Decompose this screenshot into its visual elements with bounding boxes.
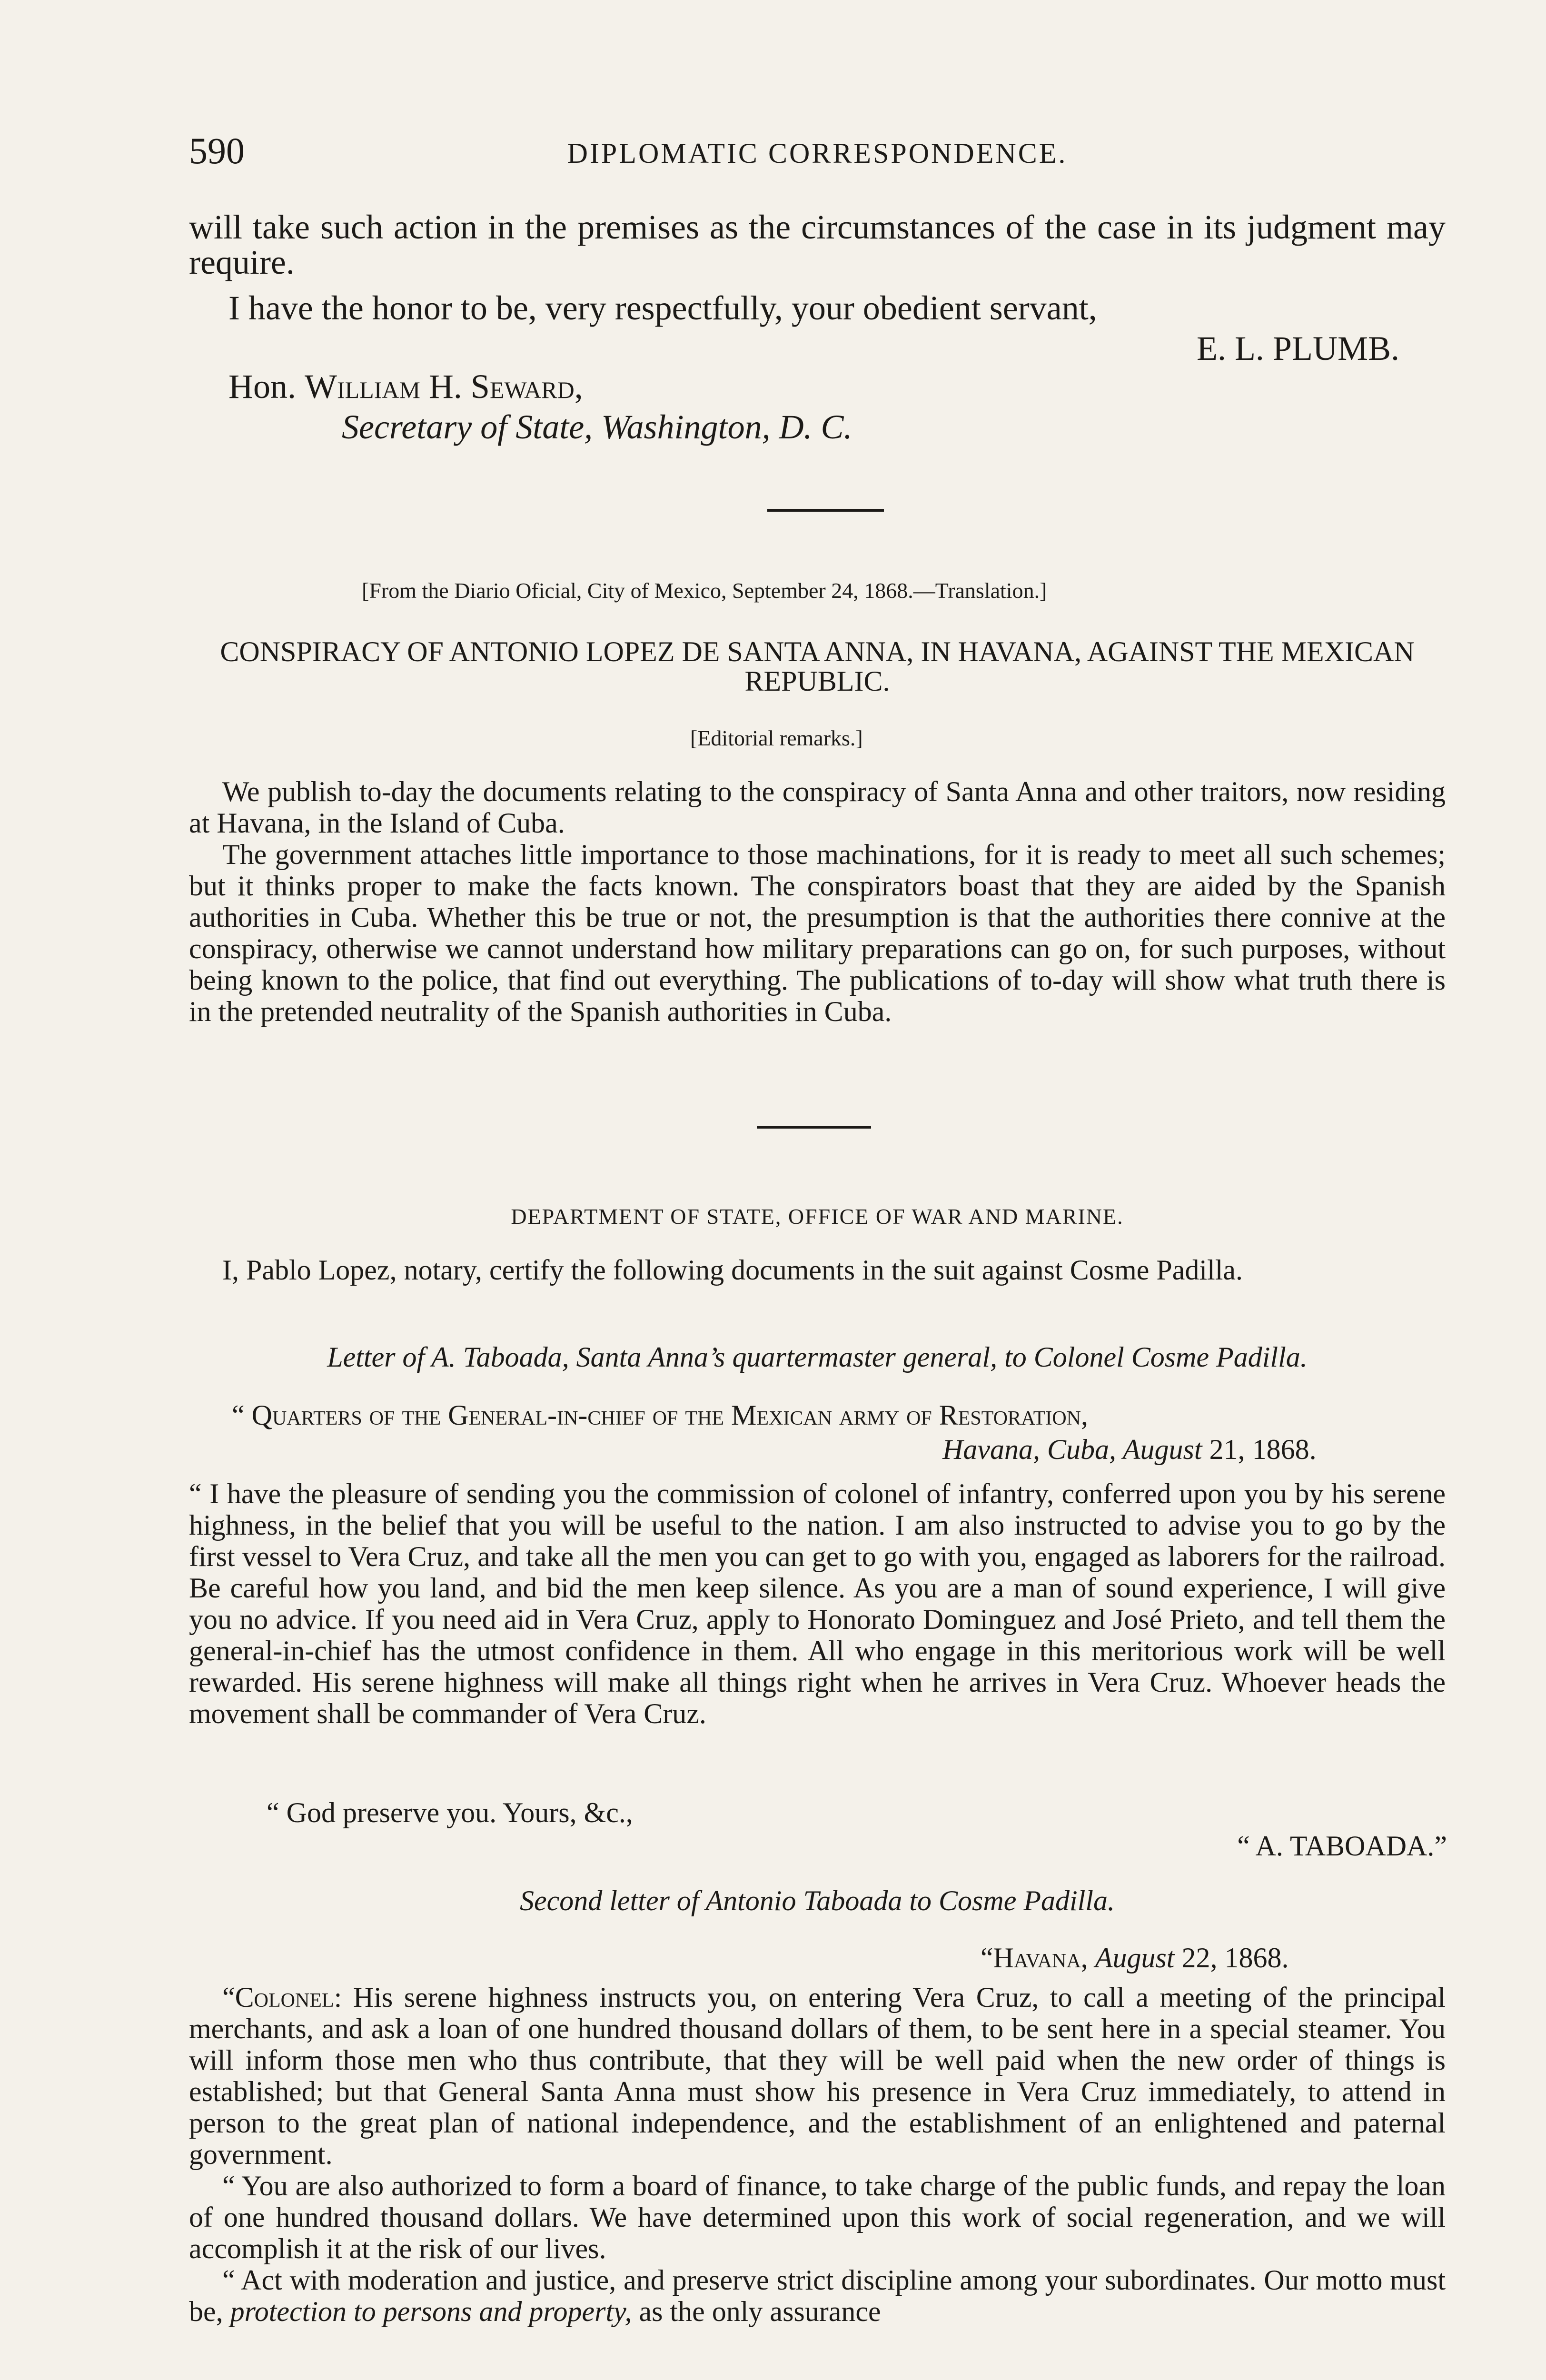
letter2-date-place: “Havana, (981, 1942, 1088, 1973)
letter2-date-month: August (1095, 1942, 1175, 1973)
letter2-paragraph-1 (189, 1982, 1446, 2170)
page-number: 590 (189, 130, 245, 171)
letter1-signature: “ A. TABOADA.” (1237, 1830, 1447, 1862)
letter2-paragraph-3-end: as the only assurance (639, 2296, 881, 2327)
letter2-date-rest: 22, 1868. (1181, 1942, 1289, 1973)
letter1-closing: “ God preserve you. Yours, &c., (267, 1797, 633, 1828)
letter2-title: Second letter of Antonio Taboada to Cosme Padilla. (520, 1885, 1115, 1916)
page-header (189, 125, 1446, 177)
article-heading: CONSPIRACY OF ANTONIO LOPEZ DE SANTA ANNA, IN HAVANA, AGAINST THE MEXICAN REPUBLIC. (220, 636, 1415, 697)
letter-signature: E. L. PLUMB. (1196, 329, 1399, 367)
certification: I, Pablo Lopez, notary, certify the following documents in the suit against Cosme Padilla. (222, 1254, 1243, 1286)
addressee-title: Secretary of State, Washington, D. C. (342, 408, 852, 446)
section-divider-2 (757, 1126, 871, 1129)
editorial-paragraph-1: We publish to-day the documents relating to the conspiracy of Santa Anna and other traitors, now residing at Havana, in the Island of Cuba. (189, 776, 1446, 839)
editorial-label: [Editorial remarks.] (690, 726, 863, 750)
letter-complimentary-close: I have the honor to be, very respectfully, your obedient servant, (228, 289, 1097, 327)
department-heading: DEPARTMENT OF STATE, OFFICE OF WAR AND MARINE. (511, 1204, 1124, 1229)
letter1-title: Letter of A. Taboada, Santa Anna’s quartermaster general, to Colonel Cosme Padilla. (327, 1341, 1308, 1373)
letter-closing-body: will take such action in the premises as the circumstances of the case in its judgment may require. (189, 208, 1446, 281)
letter2-salutation: “Colonel: (222, 1982, 342, 2013)
source-note: [From the Diario Oficial, City of Mexico, September 24, 1868.—Translation.] (362, 578, 1047, 603)
addressee-name: William H. Seward, (305, 367, 583, 406)
letter2-date (981, 1942, 1437, 1973)
letter2-paragraph-2: “ You are also authorized to form a board of finance, to take charge of the public funds, and repay the loan of one hundred thousand dollars. We have determined upon this work of social regeneration, and we will accomplish it at the risk of our lives. (189, 2170, 1446, 2264)
letter2-paragraph-3-italic: protection to persons and property, (230, 2296, 632, 2327)
letter1-quarters: “ Quarters of the General-in-chief of the Mexican army of Restoration, (232, 1399, 1089, 1431)
letter2-paragraph-3-start: “ Act with moderation and justice, and preserve strict discipline among your subordinates. Our motto must be, (189, 2264, 1446, 2327)
section-divider (767, 509, 884, 512)
addressee-line (228, 369, 1180, 404)
letter2-paragraph-3 (189, 2264, 1446, 2327)
editorial-paragraph-2: The government attaches little importance to those machinations, for it is ready to meet all such schemes; but it thinks proper to make the facts known. The conspirators boast that they are aided by the Spanish authorities in Cuba. Whether this be true or not, the presumption is that the authorities there connive at the conspiracy, otherwise we cannot understand how military preparations can go on, for such purposes, without being known to the police, that find out everything. The publications of to-day will show what truth there is in the pretended neutrality of the Spanish authorities in Cuba. (189, 839, 1446, 1027)
letter2-paragraph-1-text: His serene highness instructs you, on entering Vera Cruz, to call a meeting of the principal merchants, and ask a loan of one hundred thousand dollars of them, to be sent here in a special steamer. You will inform those men who thus contribute, that they will be well paid when the new order of things is established; but that General Santa Anna must show his presence in Vera Cruz immediately, to attend in person to the great plan of national independence, and the establishment of an enlightened and paternal government. (189, 1982, 1446, 2170)
letter1-date (942, 1434, 1418, 1465)
running-title: DIPLOMATIC CORRESPONDENCE. (567, 138, 1068, 169)
letter2-body (189, 1982, 1446, 2327)
editorial-text (189, 776, 1446, 1027)
letter1-body: “ I have the pleasure of sending you the commission of colonel of infantry, conferred upon you by his serene highness, in the belief that you will be useful to the nation. I am also instructed to advise you to go by the first vessel to Vera Cruz, and take all the men you can get to go with you, engaged as laborers for the railroad. Be careful how you land, and bid the men keep silence. As you are a man of sound experience, I will give you no advice. If you need aid in Vera Cruz, apply to Honorato Dominguez and José Prieto, and tell them the general-in-chief has the utmost confidence in them. All who engage in this meritorious work will be well rewarded. His serene highness will make all things right when he arrives in Vera Cruz. Whoever heads the movement shall be commander of Vera Cruz. (189, 1478, 1446, 1729)
addressee-prefix: Hon. (228, 367, 296, 406)
letter1-date-place: Havana, Cuba, August (942, 1434, 1202, 1465)
letter1-date-rest: 21, 1868. (1209, 1434, 1317, 1465)
